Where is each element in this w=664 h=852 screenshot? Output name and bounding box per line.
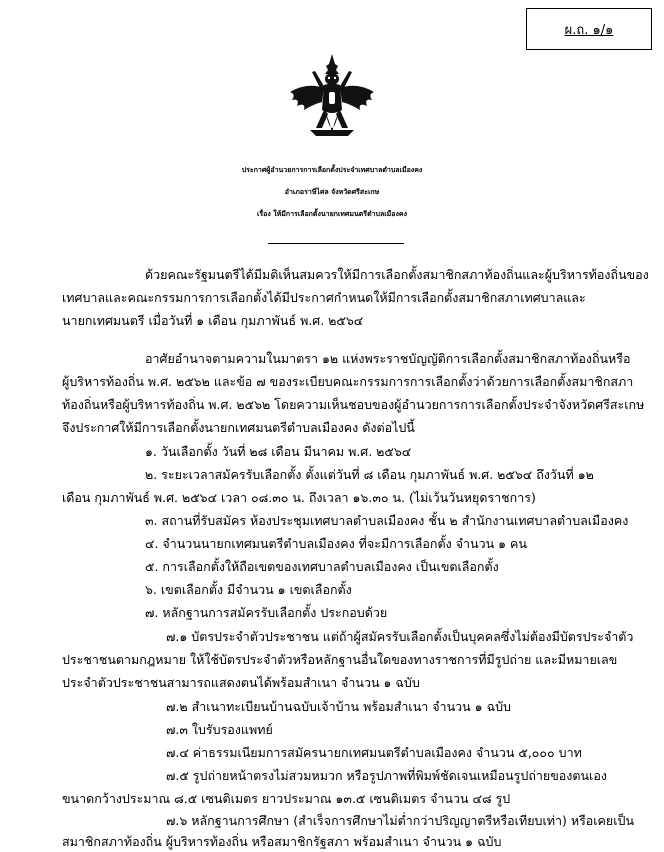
- paragraph-2-line: จึงประกาศให้มีการเลือกตั้งนายกเทศมนตรีตำบลเมืองคง ดังต่อไปนี้: [62, 420, 415, 435]
- garuda-emblem-icon: [282, 52, 382, 152]
- sub-list-item: ๗.๓ ใบรับรองแพทย์: [166, 722, 273, 737]
- sub-list-item: ขนาดกว้างประมาณ ๘.๕ เซนติเมตร ยาวประมาณ ๑๓.๕ เซนติเมตร จำนวน ๔๘ รูป: [62, 791, 511, 806]
- sub-list-item: ๗.๒ สำเนาทะเบียนบ้านฉบับเจ้าบ้าน พร้อมสำเนา จำนวน ๑ ฉบับ: [166, 699, 511, 714]
- announcement-title: ประกาศผู้อำนวยการการเลือกตั้งประจำเทศบาลตำบลเมืองคง: [241, 166, 423, 174]
- list-item: ๑. วันเลือกตั้ง วันที่ ๒๘ เดือน มีนาคม พ.ศ. ๒๕๖๔: [145, 444, 412, 459]
- form-code: ผ.ถ. ๑/๑: [564, 22, 614, 38]
- paragraph-2-line: ผู้บริหารท้องถิ่น พ.ศ. ๒๕๖๒ และข้อ ๗ ของระเบียบคณะกรรมการการเลือกตั้งว่าด้วยการเลือกตั้งสมาชิกสภา: [62, 374, 634, 389]
- form-code-box: [526, 8, 652, 50]
- sub-list-item: ประชาชนตามกฎหมาย ให้ใช้บัตรประจำตัวหรือหลักฐานอื่นใดของทางราชการที่มีรูปถ่าย และมีหมายเลข: [62, 652, 618, 667]
- divider: [268, 243, 404, 244]
- sub-list-item: ๗.๑ บัตรประจำตัวประชาชน แต่ถ้าผู้สมัครรับเลือกตั้งเป็นบุคคลซึ่งไม่ต้องมีบัตรประจำตัว: [166, 629, 634, 644]
- sub-list-item: สมาชิกสภาท้องถิ่น ผู้บริหารท้องถิ่น หรือสมาชิกรัฐสภา พร้อมสำเนา จำนวน ๑ ฉบับ: [62, 834, 502, 849]
- paragraph-1-line: เทศบาลและคณะกรรมการการเลือกตั้งได้มีประกาศกำหนดให้มีการเลือกตั้งสมาชิกสภาเทศบาลและ: [62, 290, 586, 305]
- paragraph-2-line: อาศัยอำนาจตามความในมาตรา ๑๒ แห่งพระราชบัญญัติการเลือกตั้งสมาชิกสภาท้องถิ่นหรือ: [145, 351, 631, 366]
- sub-list-item: ๗.๕ รูปถ่ายหน้าตรงไม่สวมหมวก หรือรูปภาพที่พิมพ์ชัดเจนเหมือนรูปถ่ายของตนเอง: [166, 768, 607, 783]
- district-province: อำเภอราษีไศล จังหวัดศรีสะเกษ: [284, 188, 380, 196]
- list-item: ๕. การเลือกตั้งให้ถือเขตของเทศบาลตำบลเมืองคง เป็นเขตเลือกตั้ง: [145, 559, 499, 574]
- list-item: ๒. ระยะเวลาสมัครรับเลือกตั้ง ตั้งแต่วันที่ ๘ เดือน กุมภาพันธ์ พ.ศ. ๒๕๖๔ ถึงวันที่ ๑๒: [145, 467, 594, 482]
- list-item: ๓. สถานที่รับสมัคร ห้องประชุมเทศบาลตำบลเมืองคง ชั้น ๒ สำนักงานเทศบาลตำบลเมืองคง: [145, 513, 629, 528]
- subject-line: เรื่อง ให้มีการเลือกตั้งนายกเทศมนตรีตำบลเมืองคง: [256, 210, 408, 218]
- list-item: ๔. จำนวนนายกเทศมนตรีตำบลเมืองคง ที่จะมีการเลือกตั้ง จำนวน ๑ คน: [145, 536, 527, 551]
- paragraph-1-line: นายกเทศมนตรี เมื่อวันที่ ๑ เดือน กุมภาพันธ์ พ.ศ. ๒๕๖๔: [62, 313, 364, 328]
- sub-list-item: ๗.๔ ค่าธรรมเนียมการสมัครนายกเทศมนตรีตำบลเมืองคง จำนวน ๕,๐๐๐ บาท: [166, 745, 582, 760]
- sub-list-item: ประจำตัวประชาชนสามารถแสดงตนได้พร้อมสำเนา จำนวน ๑ ฉบับ: [62, 675, 420, 690]
- list-item: ๗. หลักฐานการสมัครรับเลือกตั้ง ประกอบด้วย: [145, 605, 388, 620]
- list-item: เดือน กุมภาพันธ์ พ.ศ. ๒๕๖๔ เวลา ๐๘.๓๐ น. ถึงเวลา ๑๖.๓๐ น. (ไม่เว้นวันหยุดราชการ): [62, 490, 536, 505]
- list-item: ๖. เขตเลือกตั้ง มีจำนวน ๑ เขตเลือกตั้ง: [145, 582, 352, 597]
- paragraph-2-line: ท้องถิ่นหรือผู้บริหารท้องถิ่น พ.ศ. ๒๕๖๒ โดยความเห็นชอบของผู้อำนวยการการเลือกตั้งประจำจังหวัดศรีสะเกษ: [62, 397, 645, 412]
- paragraph-1-line: ด้วยคณะรัฐมนตรีได้มีมติเห็นสมควรให้มีการเลือกตั้งสมาชิกสภาท้องถิ่นและผู้บริหารท้องถิ่นของ: [145, 267, 649, 282]
- sub-list-item: ๗.๖ หลักฐานการศึกษา (สำเร็จการศึกษาไม่ต่ำกว่าปริญญาตรีหรือเทียบเท่า) หรือเคยเป็น: [166, 813, 634, 828]
